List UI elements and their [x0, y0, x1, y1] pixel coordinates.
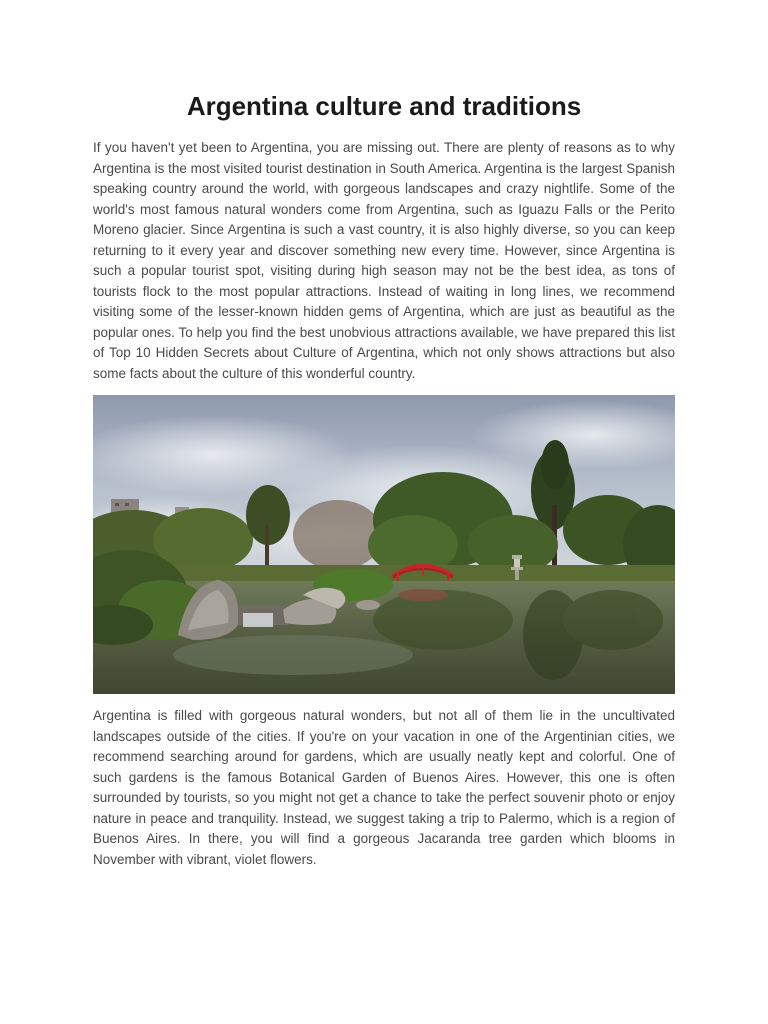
japanese-garden-photo [93, 395, 675, 694]
page-title: Argentina culture and traditions [186, 91, 582, 121]
garden-photo-illustration [93, 395, 675, 694]
gardens-paragraph: Argentina is filled with gorgeous natural wonders, but not all of them lie in the uncultivated landscapes outside of the cities. If you're on your vacation in one of the Argentinian cities, we recommend searching around for gardens, which are usually neatly kept and colorful. One of such gardens is the famous Botanical Garden of Buenos Aires. However, this one is often surrounded by tourists, so you might not get a chance to take the perfect souvenir photo or enjoy nature in peace and tranquility. Instead, we suggest taking a trip to Palermo, which is a region of Buenos Aires. In there, you will find a gorgeous Jacaranda tree garden which blooms in November with vibrant, violet flowers. [93, 708, 675, 867]
intro-paragraph: If you haven't yet been to Argentina, you are missing out. There are plenty of reasons as to why Argentina is the most visited tourist destination in South America. Argentina is the largest Spanish speaking country around the world, with gorgeous landscapes and crazy nightlife. Some of the world's most famous natural wonders come from Argentina, such as Iguazu Falls or the Perito Moreno glacier. Since Argentina is such a vast country, it is also highly diverse, so you can keep returning to it every year and discover something new every time. However, since Argentina is such a popular tourist spot, visiting during high season may not be the best idea, as tons of tourists flock to the most popular attractions. Instead of waiting in long lines, we recommend visiting some of the lesser-known hidden gems of Argentina, which are just as beautiful as the popular ones. To help you find the best unobvious attractions available, we have prepared this list of Top 10 Hidden Secrets about Culture of Argentina, which not only shows attractions but also some facts about the culture of this wonderful country. [93, 140, 675, 381]
